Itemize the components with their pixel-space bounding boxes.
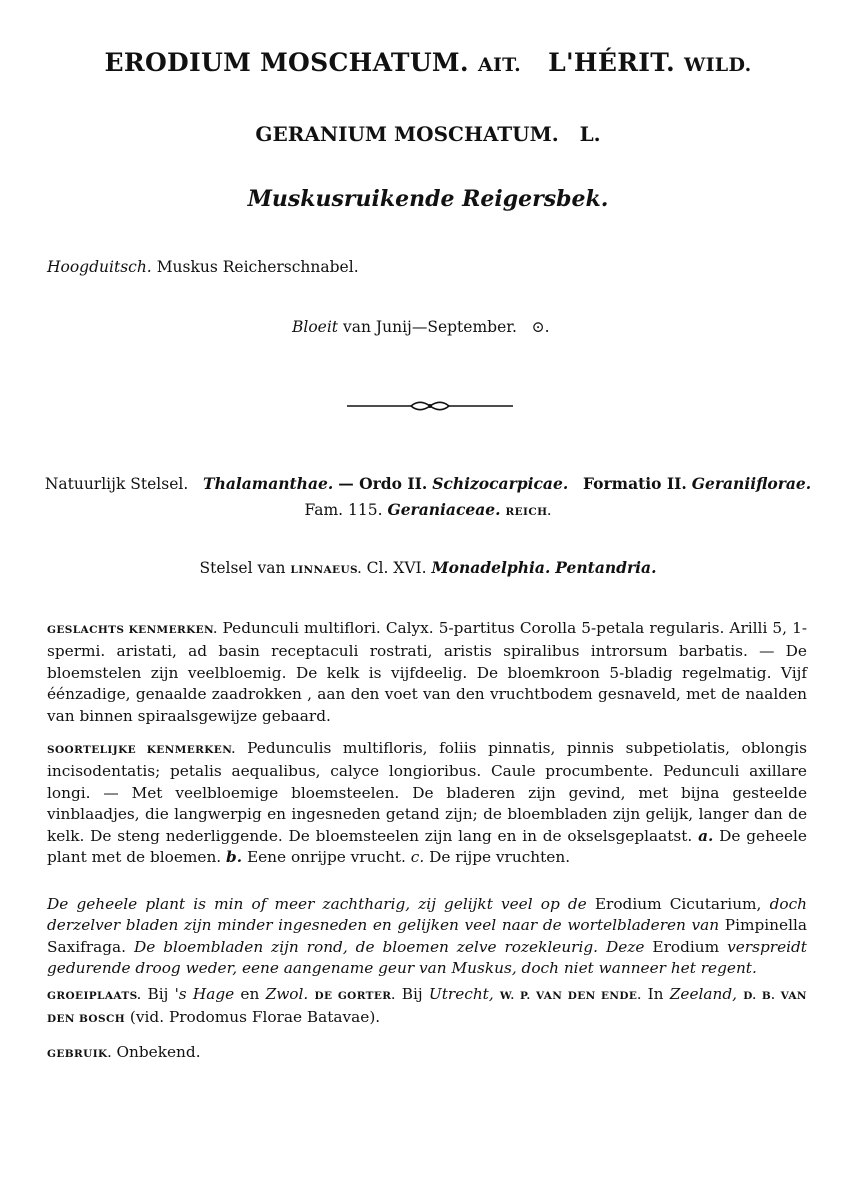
- german-name: Muskus Reicherschnabel.: [156, 258, 359, 276]
- genus-characters-paragraph: [47, 618, 807, 727]
- linnaeus-class: Cl. XVI.: [366, 559, 427, 577]
- ordo-name: Schizocarpicae.: [432, 474, 569, 493]
- use-paragraph: [47, 1042, 807, 1065]
- linnaeus-line: [0, 558, 856, 577]
- annual-symbol: ⊙.: [531, 318, 550, 336]
- habitat-place-zeeland: Zeeland,: [669, 985, 738, 1003]
- note-part6: Erodium: [652, 937, 720, 956]
- note-part1: De geheele plant is min of meer zachtharig, zij gelijkt veel op de: [47, 895, 587, 913]
- author-wild: WILD.: [683, 54, 752, 76]
- family-name: Geraniaceae.: [387, 500, 501, 519]
- habitat-text-3: Bij: [401, 985, 423, 1003]
- dutch-name: Muskusruikende Reigersbek.: [247, 186, 609, 212]
- synonym-title: [0, 122, 856, 146]
- genus-species: ERODIUM MOSCHATUM.: [104, 48, 469, 77]
- note-part7: verspreidt gedurende droog weder, eene aangename geur van Muskus, doch niet wanneer het regent.: [47, 937, 807, 978]
- ordo-label: — Ordo II.: [338, 474, 428, 493]
- note-part5: De bloembladen zijn rond, de bloemen zelve rozekleurig. Deze: [133, 937, 645, 956]
- flowering-period: van Junij—September.: [342, 318, 517, 336]
- figure-a-marker: a.: [698, 826, 714, 845]
- flowering-label: Bloeit: [292, 318, 339, 336]
- habitat-text-4: In: [647, 985, 664, 1003]
- habitat-person-gorter: DE GORTER.: [314, 990, 396, 1002]
- genus-characters-label: GESLACHTS KENMERKEN.: [47, 624, 218, 636]
- divider-ornament: [345, 398, 515, 414]
- use-label: GEBRUIK.: [47, 1048, 112, 1060]
- habitat-place-utrecht: Utrecht,: [428, 985, 494, 1003]
- family-author: REICH.: [505, 506, 552, 518]
- author-lherit: L'HÉRIT.: [548, 48, 675, 77]
- habitat-label: GROEIPLAATS.: [47, 990, 142, 1002]
- species-characters-paragraph: [47, 738, 807, 868]
- species-characters-text: Pedunculis multifloris, foliis pinnatis, pinnis subpetiolatis, oblongis incisodentatis; petalis aequalibus, calyce longioribus. Caule procumbente. Pedunculi axillare longi. — Met veelbloemige bloemsteelen. De bladeren zijn gevind, met bijna gesteelde vinblaadjes, die langwerpig en ingesneden getand zijn; de bloembladen zijn gelijk, langer dan de kelk. De steng nederliggende. De bloemsteelen zijn lang en in de okselsgeplaatst.: [47, 739, 807, 845]
- habitat-person-bosch: D. B. VAN DEN BOSCH: [47, 990, 807, 1026]
- note-paragraph: [47, 894, 807, 980]
- genus-characters-text: Pedunculi multiflori. Calyx. 5-partitus Corolla 5-petala regularis. Arilli 5, 1-spermi. aristati, ad basin receptaculi rostrati, aristis spiralibus introrsum barbatis. — De bloemstelen zijn veelbloemig. De kelk is vijfdeelig. De bloemkroon 5-bladig regelmatig. Vijf éénzadige, genaalde zaadrokken , aan den voet van den vruchtbodem gesnaveld, met de naalden van binnen spiraalsgewijze gebaard.: [47, 619, 808, 725]
- habitat-text-1: Bij: [147, 985, 169, 1003]
- natural-class: Thalamanthae.: [203, 474, 334, 493]
- species-characters-label: SOORTELIJKE KENMERKEN.: [47, 744, 236, 756]
- synonym-name: GERANIUM MOSCHATUM.: [255, 122, 559, 146]
- natural-system-line: [0, 474, 856, 493]
- habitat-reference: (vid. Prodomus Florae Batavae).: [129, 1008, 381, 1027]
- figure-c-marker: c.: [410, 848, 425, 867]
- family-line: [0, 500, 856, 519]
- habitat-text-2: en: [240, 985, 260, 1003]
- formatio-name: Geraniiflorae.: [691, 474, 812, 493]
- habitat-paragraph: [47, 984, 807, 1031]
- linnaeus-name: LINNAEUS.: [290, 564, 362, 576]
- natural-system-label: Natuurlijk Stelsel.: [44, 475, 189, 493]
- species-title: [0, 48, 856, 77]
- author-ait: AIT.: [477, 54, 522, 76]
- habitat-place-zwol: Zwol.: [265, 985, 309, 1003]
- figure-c-text: De rijpe vruchten.: [429, 848, 571, 867]
- habitat-person-ende: W. P. VAN DEN ENDE.: [499, 990, 642, 1002]
- linnaeus-order2: Pentandria.: [555, 558, 657, 577]
- figure-b-text: Eene onrijpe vrucht.: [246, 848, 406, 867]
- german-label: Hoogduitsch.: [47, 258, 152, 276]
- linnaeus-order1: Monadelphia.: [431, 558, 551, 577]
- linnaeus-label: Stelsel van: [199, 559, 286, 577]
- family-label: Fam. 115.: [304, 501, 383, 519]
- figure-b-marker: b.: [226, 848, 243, 867]
- flowering-line: [292, 318, 550, 336]
- note-part4: Pimpinella Saxifraga.: [47, 916, 807, 956]
- note-part2: Erodium Cicutarium,: [594, 895, 762, 913]
- note-part3: doch derzelver bladen zijn minder ingesneden en gelijken veel naar de wortelbladeren van: [47, 895, 807, 935]
- figure-a-text: De geheele plant met de bloemen.: [47, 826, 807, 867]
- german-name-line: [47, 258, 359, 276]
- habitat-place-hague: 's Hage: [174, 985, 235, 1003]
- use-text: Onbekend.: [116, 1043, 201, 1061]
- synonym-author: L.: [579, 122, 601, 146]
- formatio-label: Formatio II.: [583, 474, 687, 493]
